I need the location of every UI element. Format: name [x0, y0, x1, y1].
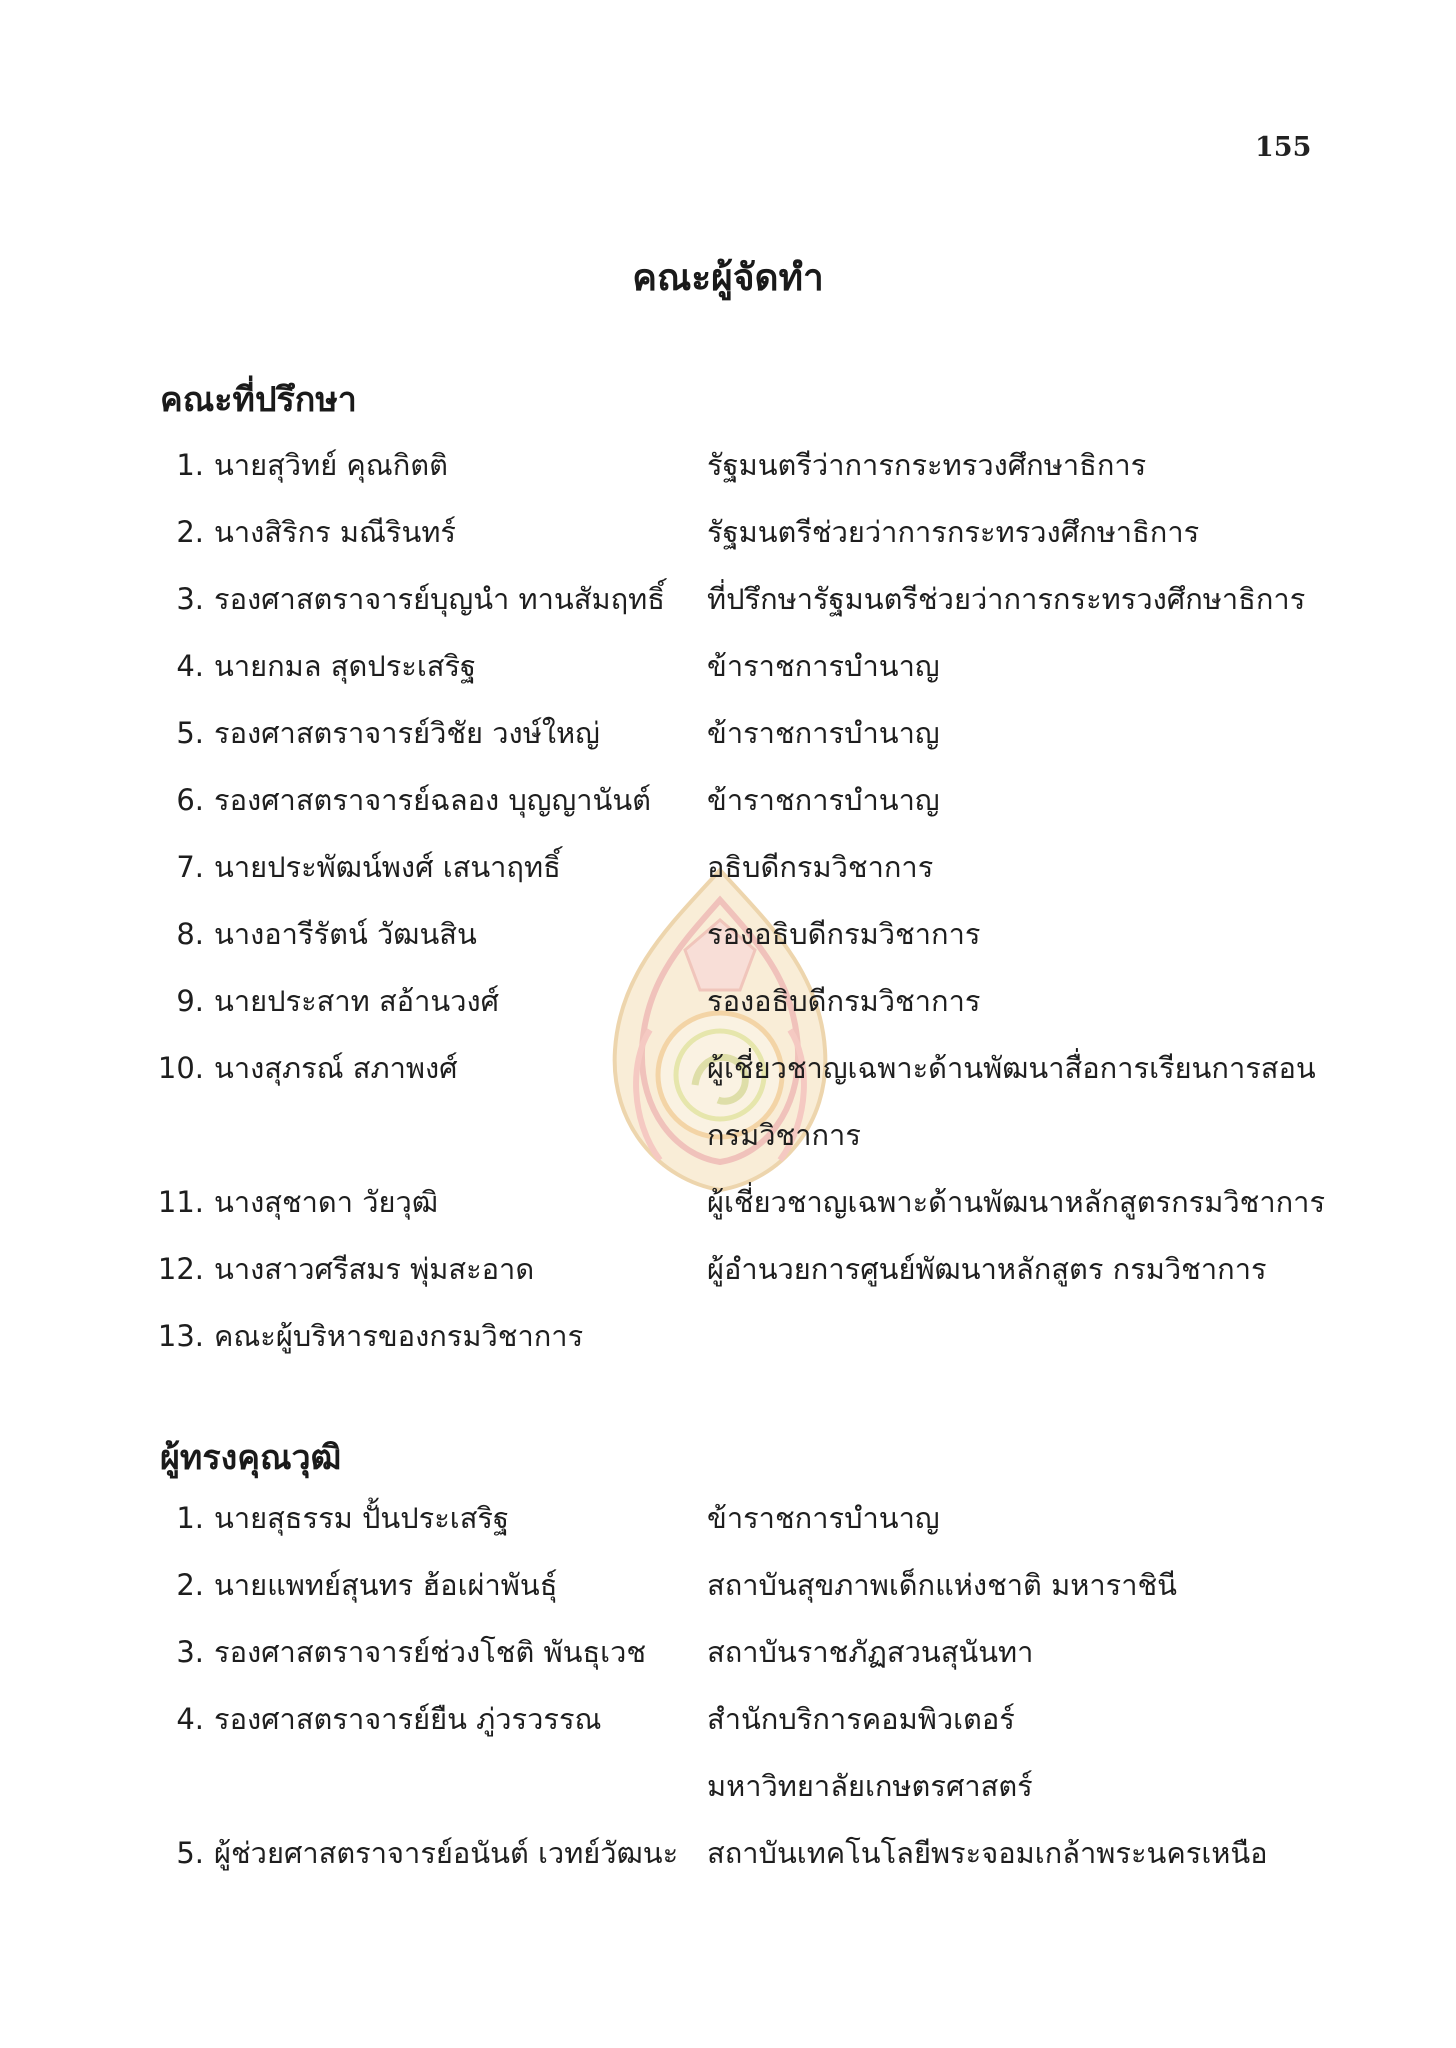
- item-name: นางสุชาดา วัยวุฒิ: [214, 1185, 439, 1219]
- item-number: 2.: [176, 1568, 204, 1602]
- item-number: 4.: [176, 1702, 204, 1736]
- item-name: นายประพัฒน์พงศ์ เสนาฤทธิ์: [214, 850, 561, 884]
- item-name: นางสุภรณ์ สภาพงศ์: [214, 1051, 458, 1085]
- item-name: นายสุธรรม ปั้นประเสริฐ: [214, 1501, 509, 1535]
- item-name: รองศาสตราจารย์ยืน ภู่วรวรรณ: [214, 1702, 602, 1736]
- item-position: ผู้เชี่ยวชาญเฉพาะด้านพัฒนาหลักสูตรกรมวิชาการ: [707, 1185, 1326, 1219]
- item-number: 1.: [176, 448, 204, 482]
- item-name: รองศาสตราจารย์ช่วงโชติ พันธุเวช: [214, 1635, 647, 1669]
- item-number: 3.: [176, 582, 204, 616]
- item-position: สถาบันราชภัฏสวนสุนันทา: [707, 1635, 1034, 1669]
- item-position: อธิบดีกรมวิชาการ: [707, 850, 934, 884]
- item-name: นางสิริกร มณีรินทร์: [214, 515, 457, 549]
- item-name: รองศาสตราจารย์บุญนำ ทานสัมฤทธิ์: [214, 582, 665, 616]
- item-name: คณะผู้บริหารของกรมวิชาการ: [214, 1319, 584, 1353]
- item-position: รองอธิบดีกรมวิชาการ: [707, 984, 981, 1018]
- item-position: ผู้อำนวยการศูนย์พัฒนาหลักสูตร กรมวิชาการ: [707, 1252, 1267, 1286]
- item-position: ผู้เชี่ยวชาญเฉพาะด้านพัฒนาสื่อการเรียนการสอน: [707, 1051, 1316, 1085]
- item-number: 1.: [176, 1501, 204, 1535]
- item-position: ข้าราชการบำนาญ: [707, 649, 940, 683]
- item-number: 4.: [176, 649, 204, 683]
- page-title: คณะผู้จัดทำ: [632, 256, 824, 299]
- item-number: 10.: [157, 1051, 204, 1085]
- item-position: สถาบันสุขภาพเด็กแห่งชาติ มหาราชินี: [707, 1568, 1177, 1602]
- item-position: สถาบันเทคโนโลยีพระจอมเกล้าพระนครเหนือ: [707, 1836, 1268, 1870]
- item-position: รองอธิบดีกรมวิชาการ: [707, 917, 981, 951]
- item-position: ข้าราชการบำนาญ: [707, 783, 940, 817]
- page-number: 155: [1255, 132, 1312, 163]
- section-heading-experts: ผู้ทรงคุณวุฒิ: [160, 1438, 342, 1478]
- item-name: รองศาสตราจารย์ฉลอง บุญญานันต์: [214, 783, 651, 817]
- item-name: นายแพทย์สุนทร ฮ้อเผ่าพันธุ์: [214, 1568, 558, 1602]
- item-name: รองศาสตราจารย์วิชัย วงษ์ใหญ่: [214, 716, 600, 750]
- item-name: นายกมล สุดประเสริฐ: [214, 649, 477, 683]
- item-number: 5.: [176, 716, 204, 750]
- item-number: 9.: [176, 984, 204, 1018]
- item-number: 6.: [176, 783, 204, 817]
- item-position: สำนักบริการคอมพิวเตอร์: [707, 1702, 1015, 1736]
- item-number: 5.: [176, 1836, 204, 1870]
- item-number: 12.: [157, 1252, 204, 1286]
- item-name: นายสุวิทย์ คุณกิตติ: [214, 448, 448, 482]
- item-name: ผู้ช่วยศาสตราจารย์อนันต์ เวทย์วัฒนะ: [214, 1836, 679, 1870]
- item-position-continued: กรมวิชาการ: [707, 1118, 861, 1152]
- section-heading-advisors: คณะที่ปรึกษา: [160, 380, 357, 420]
- item-name: นางอารีรัตน์ วัฒนสิน: [214, 917, 477, 951]
- item-position-continued: มหาวิทยาลัยเกษตรศาสตร์: [707, 1769, 1033, 1803]
- item-position: รัฐมนตรีช่วยว่าการกระทรวงศึกษาธิการ: [707, 515, 1200, 549]
- item-position: ข้าราชการบำนาญ: [707, 716, 940, 750]
- item-number: 11.: [157, 1185, 204, 1219]
- item-number: 3.: [176, 1635, 204, 1669]
- item-position: ข้าราชการบำนาญ: [707, 1501, 940, 1535]
- item-number: 8.: [176, 917, 204, 951]
- item-name: นางสาวศรีสมร พุ่มสะอาด: [214, 1252, 535, 1286]
- item-number: 2.: [176, 515, 204, 549]
- item-position: รัฐมนตรีว่าการกระทรวงศึกษาธิการ: [707, 448, 1147, 482]
- item-name: นายประสาท สอ้านวงศ์: [214, 984, 500, 1018]
- item-number: 7.: [176, 850, 204, 884]
- item-position: ที่ปรึกษารัฐมนตรีช่วยว่าการกระทรวงศึกษาธิการ: [707, 582, 1306, 616]
- item-number: 13.: [157, 1319, 204, 1353]
